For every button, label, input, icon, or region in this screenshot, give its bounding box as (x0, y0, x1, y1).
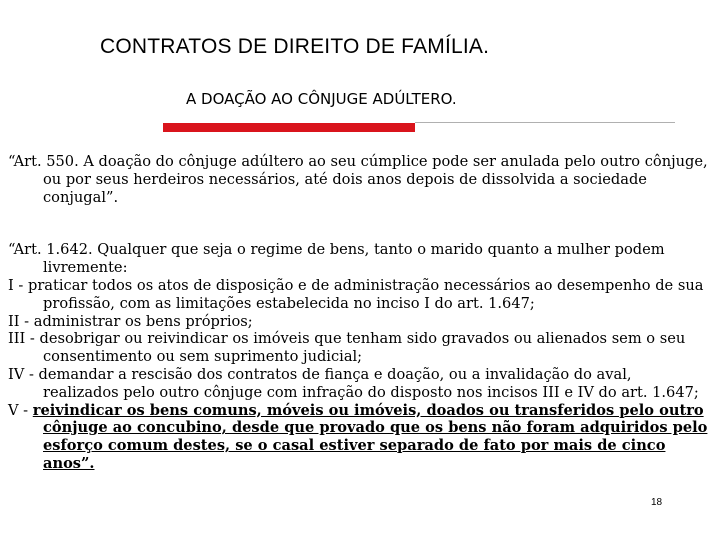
slide-subtitle: A DOAÇÃO AO CÔNJUGE ADÚLTERO. (186, 90, 457, 108)
item-v-prefix: V - (8, 401, 33, 419)
paragraph-gap (8, 206, 708, 241)
slide-body (8, 153, 708, 473)
slide-title: CONTRATOS DE DIREITO DE FAMÍLIA. (100, 35, 490, 58)
item-i-paragraph: I - praticar todos os atos de disposição e de administração necessários ao desempenho de sua profissão, com as limitações estabelecida no inciso I do art. 1.647; (8, 276, 704, 312)
item-ii-paragraph: II - administrar os bens próprios; (8, 312, 253, 330)
page-number: 18 (651, 497, 663, 508)
divider-line (415, 122, 675, 123)
item-v-paragraph (8, 402, 708, 473)
item-iii-paragraph: III - desobrigar ou reivindicar os imóveis que tenham sido gravados ou alienados sem o seu consentimento ou sem suprimento judicial; (8, 330, 686, 366)
accent-bar (163, 123, 415, 132)
art-550-paragraph: “Art. 550. A doação do cônjuge adúltero ao seu cúmplice pode ser anulada pelo outro cônjuge, ou por seus herdeiros necessários, até dois anos depois de dissolvida a sociedade conjugal”. (8, 153, 708, 206)
item-v-underlined-text: reivindicar os bens comuns, móveis ou imóveis, doados ou transferidos pelo outro cônjuge ao concubino, desde que provado que os bens não foram adquiridos pelo esforço comum destes, se o casal estiver separado de fato por mais de cinco anos”. (32, 401, 708, 472)
art-1642-paragraph: “Art. 1.642. Qualquer que seja o regime de bens, tanto o marido quanto a mulher podem livremente: (8, 241, 665, 277)
item-iv-paragraph: IV - demandar a rescisão dos contratos de fiança e doação, ou a invalidação do aval, realizados pelo outro cônjuge com infração do disposto nos incisos III e IV do art. 1.647; (8, 365, 699, 401)
